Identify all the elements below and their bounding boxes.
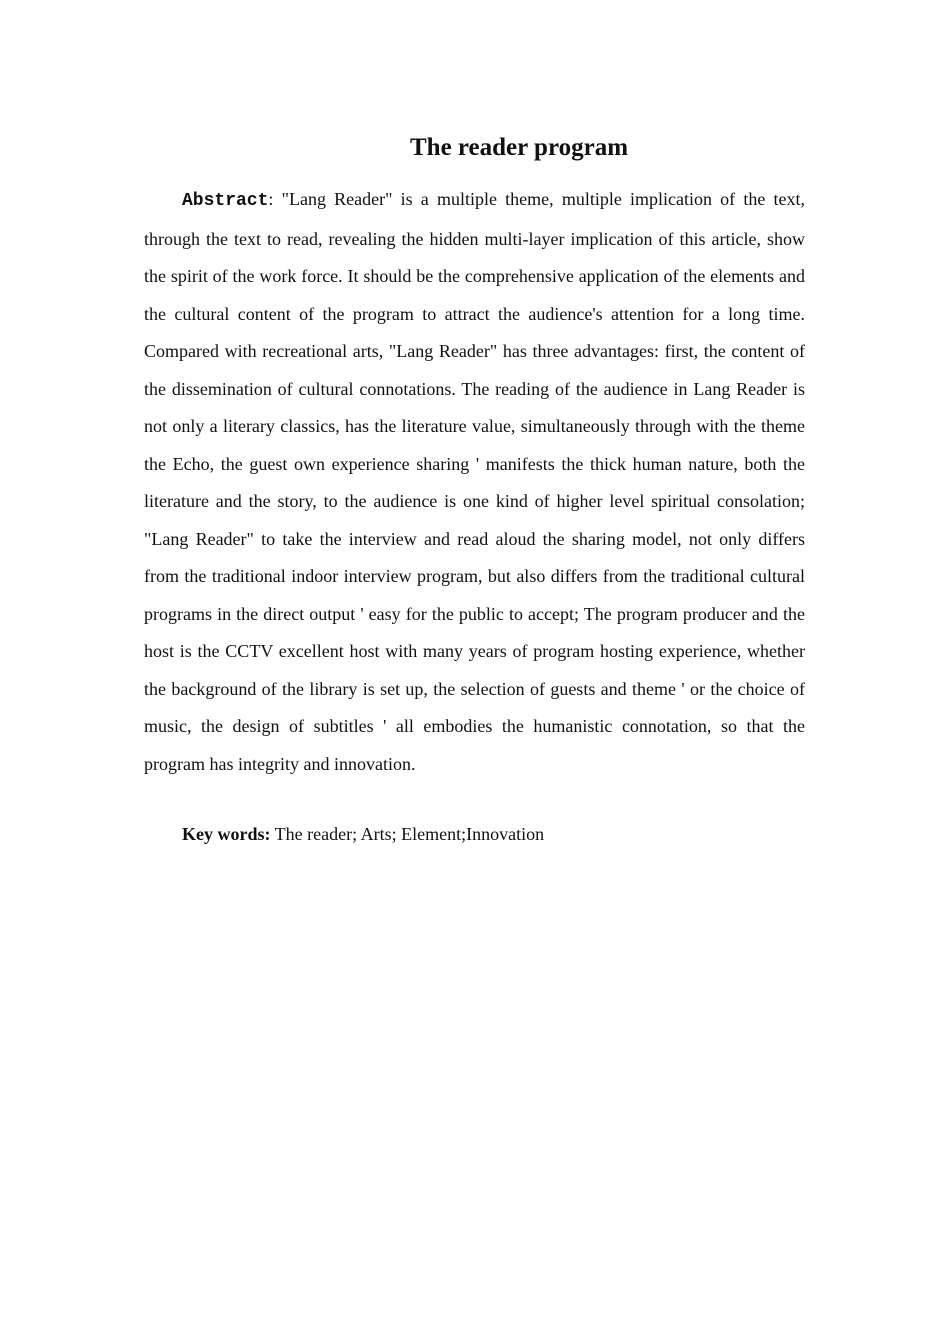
document-title: The reader program (409, 134, 629, 161)
abstract-text: "Lang Reader" is a multiple theme, multiple implication of the text, through the text to read, revealing the hidden multi-layer implication of this article, show the spirit of the work force. It should be the comprehensive application of the elements and the cultural content of the program to attract the audience's attention for a long time. Compared with recreational arts, "Lang Reader" has three advantages: first, the content of the dissemination of cultural connotations. The reading of the audience in Lang Reader is not only a literary classics, has the literature value, simultaneously through with the theme the Echo, the guest own experience sharing ' manifests the thick human nature, both the literature and the story, to the audience is one kind of higher level spiritual consolation; "Lang Reader" to take the interview and read aloud the sharing model, not only differs from the traditional indoor interview program, but also differs from the traditional cultural programs in the direct output ' easy for the public to accept; The program producer and the host is the CCTV excellent host with many years of program hosting experience, whether the background of the library is set up, the selection of guests and theme ' or the choice of music, the design of subtitles ' all embodies the humanistic connotation, so that the program has integrity and innovation. (144, 189, 805, 774)
abstract-label: Abstract (182, 191, 269, 211)
abstract-paragraph (144, 181, 805, 783)
keywords-label: Key words: (182, 824, 271, 844)
keywords-paragraph (144, 817, 805, 851)
abstract-separator: : (268, 189, 274, 209)
keywords-text: The reader; Arts; Element;Innovation (270, 824, 545, 844)
